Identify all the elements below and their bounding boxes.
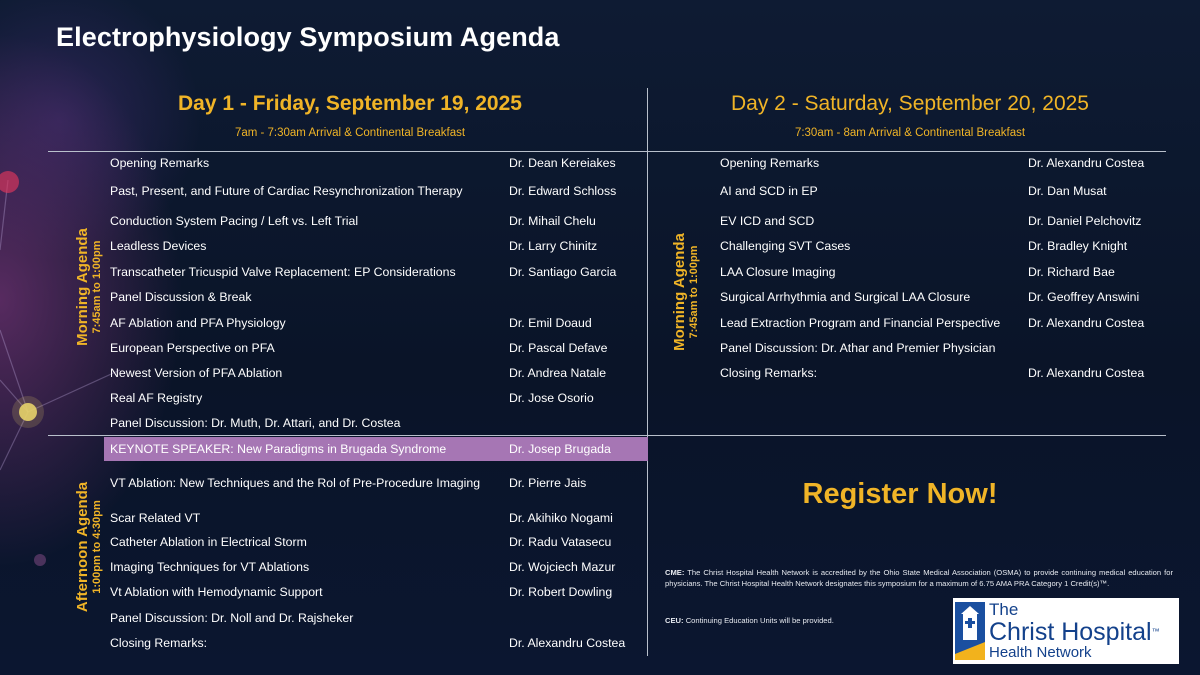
agenda-topic: Opening Remarks	[720, 156, 820, 170]
agenda-row	[720, 235, 1170, 257]
agenda-speaker: Dr. Santiago Garcia	[509, 265, 617, 279]
agenda-speaker: Dr. Josep Brugada	[509, 442, 611, 456]
agenda-speaker: Dr. Dan Musat	[1028, 184, 1107, 198]
day2-title: Day 2 - Saturday, September 20, 2025	[731, 92, 1089, 115]
logo-line-1: The	[989, 600, 1019, 619]
agenda-speaker: Dr. Akihiko Nogami	[509, 511, 613, 525]
agenda-topic: Newest Version of PFA Ablation	[110, 366, 283, 380]
day1-session-divider	[48, 435, 648, 436]
agenda-row	[110, 531, 648, 553]
agenda-row	[110, 507, 648, 529]
day1-title: Day 1 - Friday, September 19, 2025	[178, 92, 522, 115]
agenda-row	[110, 412, 648, 434]
day2-morning-label	[671, 192, 705, 392]
agenda-speaker: Dr. Andrea Natale	[509, 366, 607, 380]
agenda-speaker: Dr. Jose Osorio	[509, 391, 594, 405]
agenda-row	[110, 210, 648, 232]
agenda-speaker: Dr. Mihail Chelu	[509, 214, 596, 228]
agenda-speaker: Dr. Richard Bae	[1028, 265, 1115, 279]
agenda-speaker: Dr. Robert Dowling	[509, 585, 613, 599]
agenda-topic: Catheter Ablation in Electrical Storm	[110, 535, 307, 549]
logo-trademark: ™	[1151, 627, 1160, 636]
ceu-label: CEU:	[665, 616, 684, 625]
day1-afternoon-label	[74, 447, 108, 647]
agenda-topic: Conduction System Pacing / Left vs. Left Trial	[110, 214, 359, 228]
logo-line-2-wrap	[989, 619, 1160, 645]
logo-line-3: Health Network	[989, 644, 1092, 661]
agenda-topic: Closing Remarks:	[110, 636, 208, 650]
day1-morning-time: 7:45am to 1:00pm	[91, 240, 103, 334]
agenda-row	[720, 152, 1170, 174]
day1-afternoon-time: 1:00pm to 4:30pm	[91, 500, 103, 594]
agenda-row	[110, 607, 648, 629]
agenda-speaker: Dr. Alexandru Costea	[1028, 156, 1145, 170]
agenda-row	[720, 362, 1170, 384]
register-now-link[interactable]: Register Now!	[802, 478, 998, 510]
agenda-row	[110, 286, 648, 308]
agenda-row	[110, 312, 648, 334]
agenda-speaker: Dr. Edward Schloss	[509, 184, 617, 198]
agenda-topic: AI and SCD in EP	[720, 184, 818, 198]
ceu-text: Continuing Education Units will be provided.	[685, 616, 834, 625]
logo-wordmark	[989, 601, 1160, 661]
agenda-row	[110, 180, 648, 202]
agenda-topic: VT Ablation: New Techniques and the Rol of Pre-Procedure Imaging	[110, 476, 481, 490]
agenda-speaker: Dr. Wojciech Mazur	[509, 560, 616, 574]
agenda-row	[720, 312, 1170, 334]
agenda-topic: Closing Remarks:	[720, 366, 818, 380]
agenda-topic: Leadless Devices	[110, 239, 207, 253]
hospital-logo-icon	[955, 602, 985, 660]
day1-afternoon-label-text: Afternoon Agenda	[74, 481, 91, 613]
agenda-speaker: Dr. Dean Kereiakes	[509, 156, 616, 170]
agenda-speaker: Dr. Emil Doaud	[509, 316, 592, 330]
day1-subtitle: 7am - 7:30am Arrival & Continental Breakfast	[234, 127, 466, 139]
agenda-speaker: Dr. Pascal Defave	[509, 341, 608, 355]
agenda-row	[110, 556, 648, 578]
agenda-topic: EV ICD and SCD	[720, 214, 815, 228]
agenda-speaker: Dr. Larry Chinitz	[509, 239, 598, 253]
agenda-row	[110, 632, 648, 654]
agenda-topic: European Perspective on PFA	[110, 341, 275, 355]
agenda-row	[110, 362, 648, 384]
agenda-topic: Transcatheter Tricuspid Valve Replacement: EP Considerations	[110, 265, 456, 279]
agenda-topic: Lead Extraction Program and Financial Perspective	[720, 316, 1001, 330]
agenda-topic: Panel Discussion: Dr. Noll and Dr. Rajsheker	[110, 611, 354, 625]
agenda-row-keynote	[110, 438, 648, 460]
ceu-statement	[665, 616, 945, 627]
agenda-speaker: Dr. Alexandru Costea	[1028, 366, 1145, 380]
agenda-speaker: Dr. Alexandru Costea	[509, 636, 626, 650]
logo-line-2: Christ Hospital	[989, 618, 1152, 646]
agenda-topic: AF Ablation and PFA Physiology	[110, 316, 286, 330]
agenda-topic: Opening Remarks	[110, 156, 210, 170]
agenda-topic: Panel Discussion: Dr. Athar and Premier Physician	[720, 341, 996, 355]
agenda-speaker: Dr. Alexandru Costea	[1028, 316, 1145, 330]
page-title: Electrophysiology Symposium Agenda	[56, 22, 560, 52]
agenda-row	[720, 286, 1170, 308]
agenda-topic: Panel Discussion: Dr. Muth, Dr. Attari, and Dr. Costea	[110, 416, 401, 430]
agenda-row	[110, 235, 648, 257]
agenda-row	[110, 472, 648, 494]
cme-text: The Christ Hospital Health Network is accredited by the Ohio State Medical Association (OSMA) to provide continuing medical education for physicians. The Christ Hospital Health Network designates this symposium for a maximum of 6.75 AMA PRA Category 1 Credit(s)™.	[665, 568, 1173, 588]
agenda-speaker: Dr. Bradley Knight	[1028, 239, 1128, 253]
agenda-topic: Vt Ablation with Hemodynamic Support	[110, 585, 323, 599]
agenda-row	[110, 387, 648, 409]
day2-morning-time: 7:45am to 1:00pm	[688, 245, 700, 339]
agenda-topic: Imaging Techniques for VT Ablations	[110, 560, 310, 574]
agenda-topic: Challenging SVT Cases	[720, 239, 851, 253]
agenda-speaker: Dr. Daniel Pelchovitz	[1028, 214, 1142, 228]
agenda-row	[110, 261, 648, 283]
agenda-speaker: Dr. Pierre Jais	[509, 476, 587, 490]
agenda-row	[110, 152, 648, 174]
agenda-row	[720, 261, 1170, 283]
day1-morning-label	[74, 187, 108, 387]
day2-subtitle: 7:30am - 8am Arrival & Continental Breakfast	[794, 127, 1026, 139]
agenda-topic: LAA Closure Imaging	[720, 265, 836, 279]
agenda-topic: Past, Present, and Future of Cardiac Resynchronization Therapy	[110, 184, 463, 198]
agenda-topic: Panel Discussion & Break	[110, 290, 252, 304]
christ-hospital-logo[interactable]	[953, 598, 1179, 664]
day2-section-divider	[648, 435, 1166, 436]
agenda-row	[110, 337, 648, 359]
agenda-topic: KEYNOTE SPEAKER: New Paradigms in Brugada Syndrome	[110, 442, 447, 456]
agenda-row	[110, 581, 648, 603]
cme-label: CME:	[665, 568, 685, 577]
day1-morning-label-text: Morning Agenda	[74, 228, 91, 346]
agenda-speaker: Dr. Radu Vatasecu	[509, 535, 612, 549]
agenda-row	[720, 337, 1170, 359]
agenda-speaker: Dr. Geoffrey Answini	[1028, 290, 1140, 304]
agenda-topic: Scar Related VT	[110, 511, 201, 525]
cme-statement	[665, 568, 1173, 589]
agenda-topic: Surgical Arrhythmia and Surgical LAA Closure	[720, 290, 971, 304]
agenda-row	[720, 210, 1170, 232]
agenda-topic: Real AF Registry	[110, 391, 203, 405]
day2-morning-label-text: Morning Agenda	[671, 233, 688, 351]
agenda-row	[720, 180, 1170, 202]
